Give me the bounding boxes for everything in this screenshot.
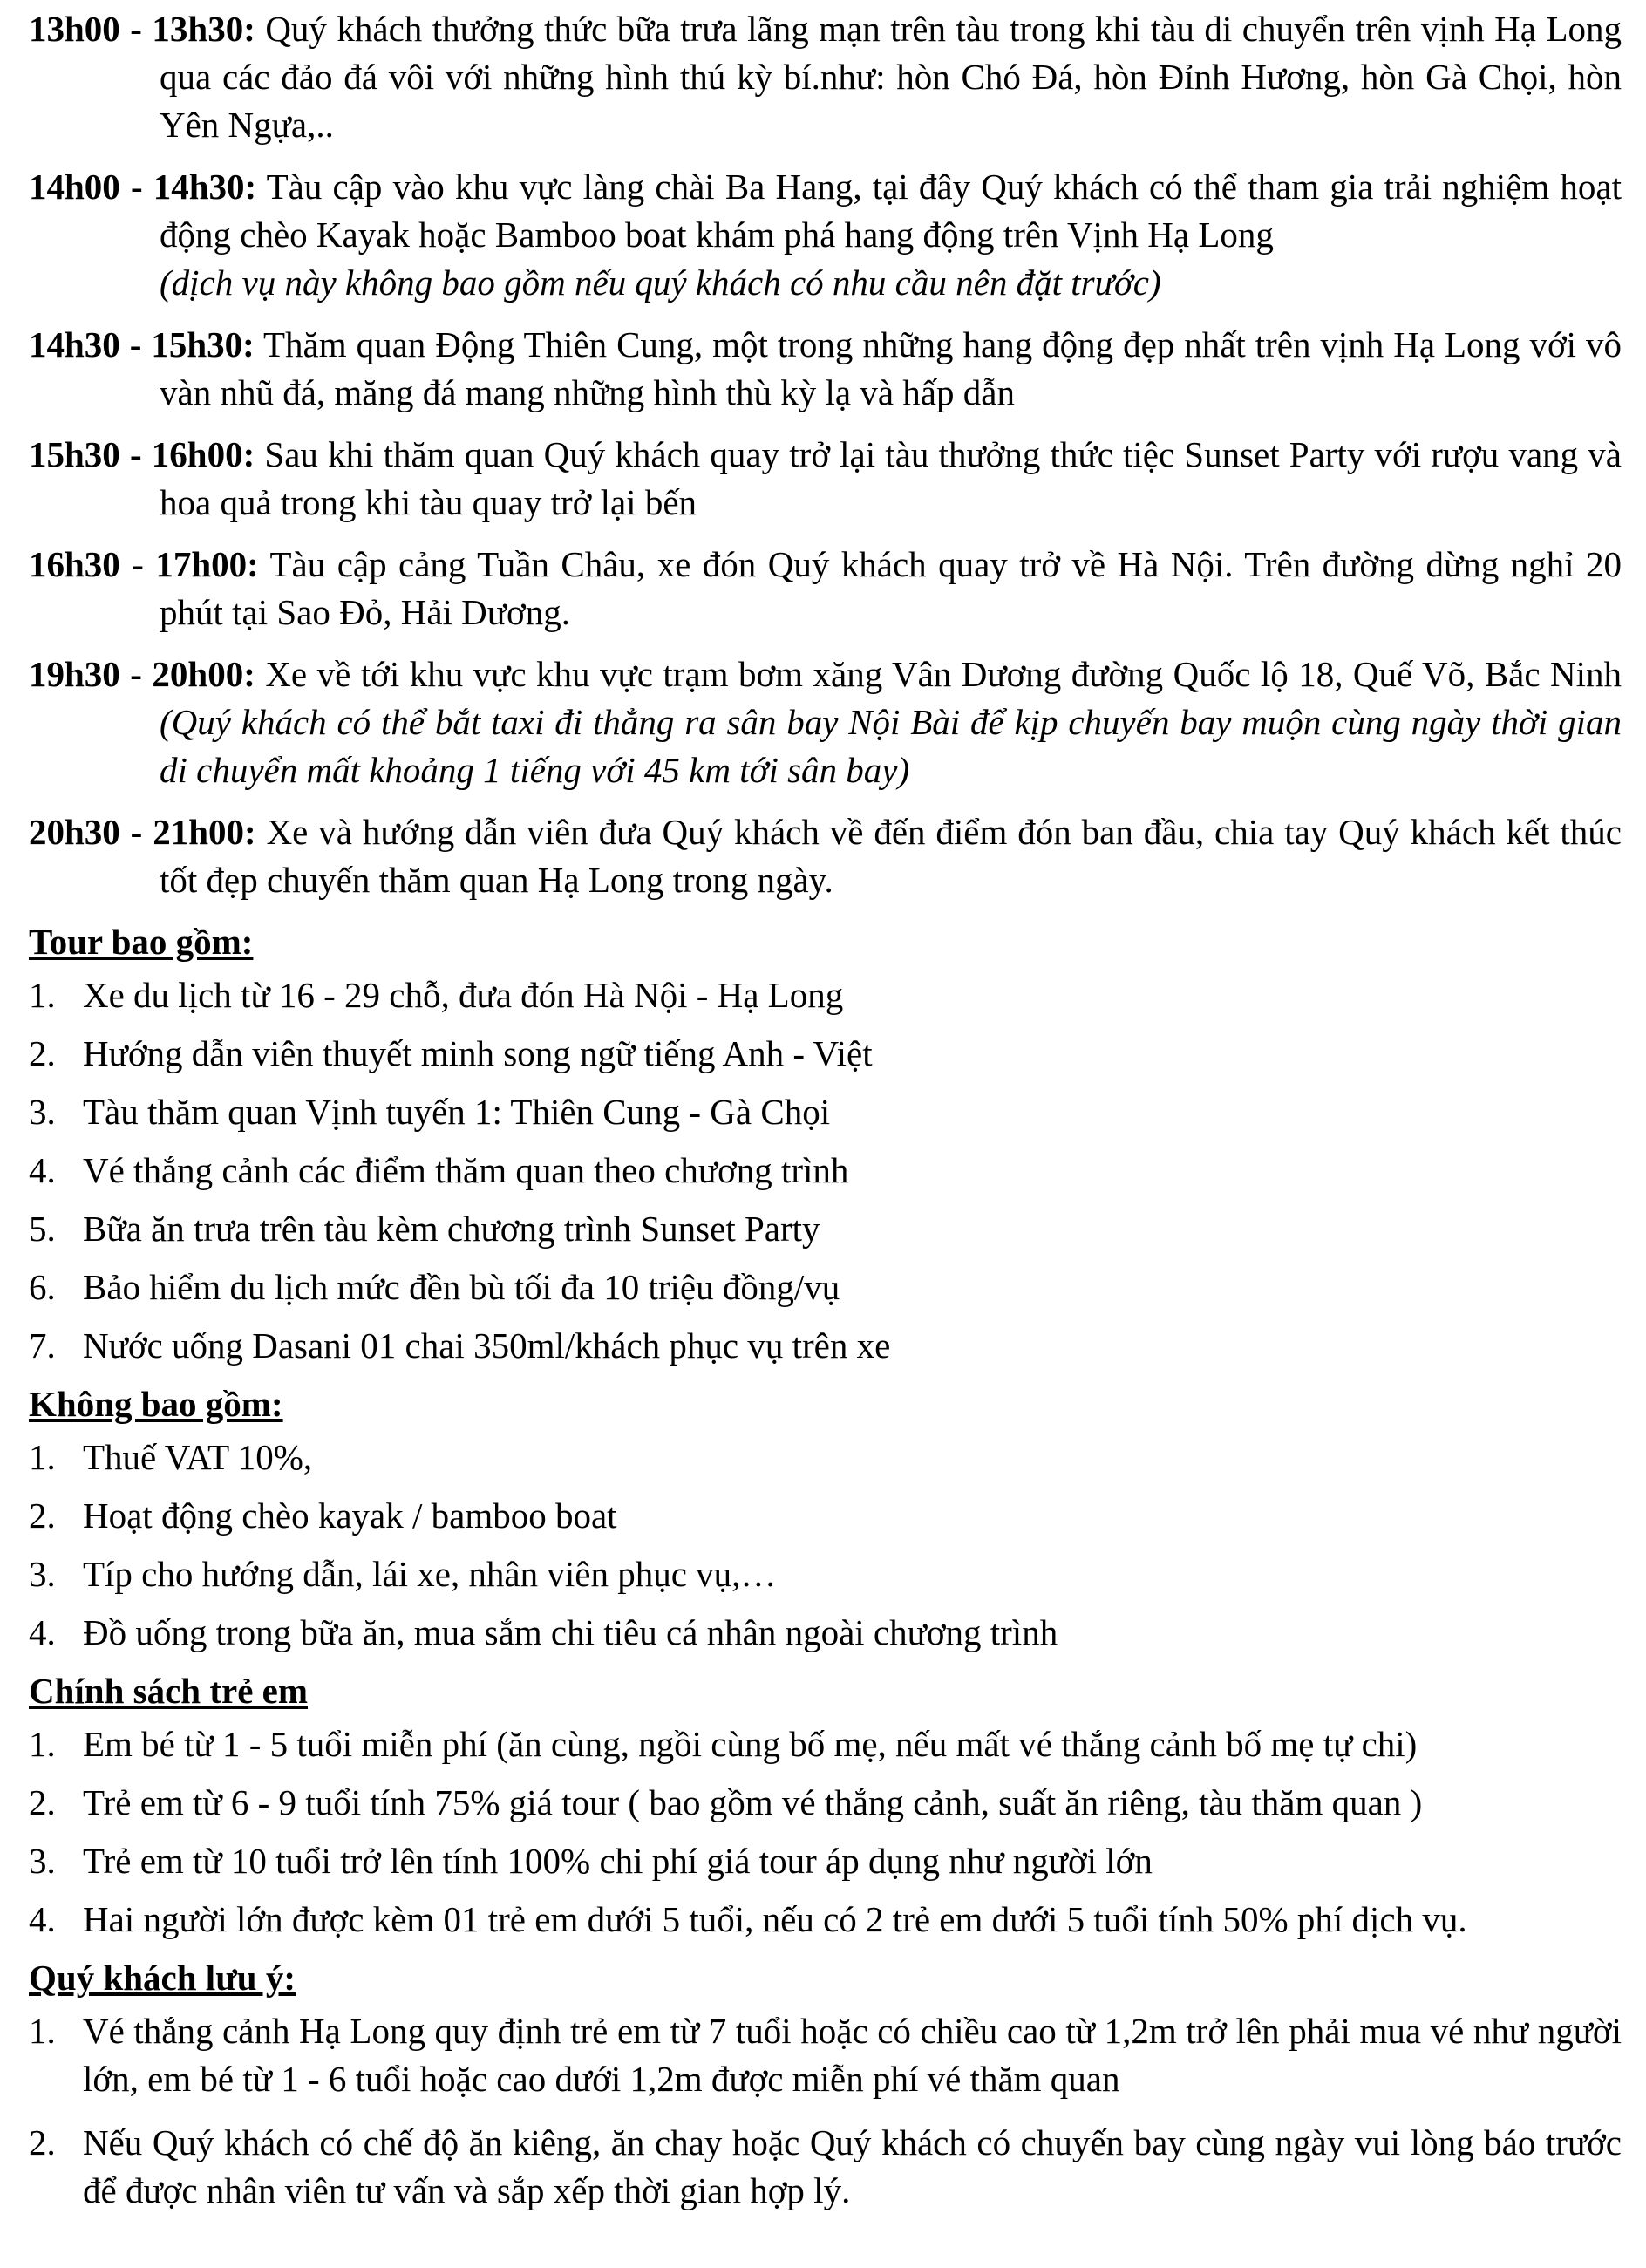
included-section-title: Tour bao gồm: <box>29 922 254 962</box>
children-policy-title: Chính sách trẻ em <box>29 1671 309 1711</box>
schedule-entry <box>29 541 1622 637</box>
list-item <box>29 2007 1622 2103</box>
list-number: 1. <box>29 2011 56 2051</box>
list-item-text: Nếu Quý khách có chế độ ăn kiêng, ăn chay hoặc Quý khách có chuyến bay cùng ngày vui lòng báo trước để được nhân viên tư vấn và sắp xếp thời gian hợp lý. <box>83 2122 1622 2210</box>
schedule-text: Tàu cập vào khu vực làng chài Ba Hang, tại đây Quý khách có thể tham gia trải nghiệm hoạt động chèo Kayak hoặc Bamboo boat khám phá hang động trên Vịnh Hạ Long <box>160 167 1622 255</box>
schedule-time: 14h30 - 15h30: <box>29 324 255 364</box>
list-number: 4. <box>29 1899 56 1939</box>
list-item-text: Em bé từ 1 - 5 tuổi miễn phí (ăn cùng, ngồi cùng bố mẹ, nếu mất vé thắng cảnh bố mẹ tự chi) <box>83 1724 1418 1764</box>
list-item-text: Xe du lịch từ 16 - 29 chỗ, đưa đón Hà Nội - Hạ Long <box>83 975 844 1015</box>
list-number: 5. <box>29 1209 56 1249</box>
list-item-text: Nước uống Dasani 01 chai 350ml/khách phục vụ trên xe <box>83 1325 891 1366</box>
list-item <box>29 1609 1622 1657</box>
schedule-note: (dịch vụ này không bao gồm nếu quý khách có nhu cầu nên đặt trước) <box>160 262 1161 303</box>
schedule-time: 16h30 - 17h00: <box>29 544 259 584</box>
list-item-text: Thuế VAT 10%, <box>83 1437 313 1477</box>
list-item <box>29 1896 1622 1944</box>
list-item-text: Hoạt động chèo kayak / bamboo boat <box>83 1495 617 1536</box>
list-item <box>29 971 1622 1019</box>
excluded-section-title: Không bao gồm: <box>29 1384 283 1424</box>
list-number: 3. <box>29 1092 56 1132</box>
schedule-entry <box>29 808 1622 904</box>
schedule-time: 15h30 - 16h00: <box>29 434 255 474</box>
list-item-text: Hai người lớn được kèm 01 trẻ em dưới 5 tuổi, nếu có 2 trẻ em dưới 5 tuổi tính 50% phí dịch vụ. <box>83 1899 1467 1939</box>
list-item <box>29 1720 1622 1768</box>
schedule-entry <box>29 163 1622 307</box>
schedule-text: Tàu cập cảng Tuần Châu, xe đón Quý khách quay trở về Hà Nội. Trên đường dừng nghỉ 20 phút tại Sao Đỏ, Hải Dương. <box>160 544 1622 632</box>
list-item-text: Hướng dẫn viên thuyết minh song ngữ tiếng Anh - Việt <box>83 1033 873 1073</box>
list-item-text: Tàu thăm quan Vịnh tuyến 1: Thiên Cung - Gà Chọi <box>83 1092 831 1132</box>
notes-section-title: Quý khách lưu ý: <box>29 1958 296 1998</box>
included-list <box>29 971 1622 1370</box>
list-item-text: Vé thắng cảnh các điểm thăm quan theo chương trình <box>83 1150 849 1190</box>
list-number: 3. <box>29 1841 56 1881</box>
list-item <box>29 1492 1622 1540</box>
list-item-text: Bảo hiểm du lịch mức đền bù tối đa 10 triệu đồng/vụ <box>83 1267 840 1307</box>
list-item <box>29 1779 1622 1827</box>
schedule-time: 14h00 - 14h30: <box>29 167 257 207</box>
schedule-entry <box>29 650 1622 794</box>
list-item-text: Đồ uống trong bữa ăn, mua sắm chi tiêu cá nhân ngoài chương trình <box>83 1612 1058 1652</box>
list-item <box>29 1550 1622 1598</box>
list-item <box>29 1205 1622 1253</box>
list-number: 1. <box>29 1724 56 1764</box>
list-item <box>29 1837 1622 1885</box>
schedule-entry <box>29 5 1622 149</box>
schedule-note: (Quý khách có thể bắt taxi đi thẳng ra sân bay Nội Bài để kịp chuyến bay muộn cùng ngày thời gian di chuyển mất khoảng 1 tiếng với 45 km tới sân bay) <box>160 702 1622 790</box>
schedule-time: 13h00 - 13h30: <box>29 9 255 49</box>
list-number: 1. <box>29 975 56 1015</box>
list-item-text: Trẻ em từ 6 - 9 tuổi tính 75% giá tour ( bao gồm vé thắng cảnh, suất ăn riêng, tàu thăm quan ) <box>83 1782 1423 1822</box>
schedule-text: Xe và hướng dẫn viên đưa Quý khách về đến điểm đón ban đầu, chia tay Quý khách kết thúc tốt đẹp chuyến thăm quan Hạ Long trong ngày. <box>160 812 1622 900</box>
list-item <box>29 1263 1622 1311</box>
list-item <box>29 1147 1622 1195</box>
list-item <box>29 1322 1622 1370</box>
schedule-text: Sau khi thăm quan Quý khách quay trở lại tàu thưởng thức tiệc Sunset Party với rượu vang và hoa quả trong khi tàu quay trở lại bến <box>160 434 1622 522</box>
list-number: 4. <box>29 1612 56 1652</box>
list-item <box>29 2119 1622 2215</box>
schedule-text: Xe về tới khu vực khu vực trạm bơm xăng Vân Dương đường Quốc lộ 18, Quế Võ, Bắc Ninh <box>265 654 1622 694</box>
list-number: 6. <box>29 1267 56 1307</box>
list-item-text: Bữa ăn trưa trên tàu kèm chương trình Sunset Party <box>83 1209 820 1249</box>
list-number: 4. <box>29 1150 56 1190</box>
list-item <box>29 1088 1622 1136</box>
list-item-text: Típ cho hướng dẫn, lái xe, nhân viên phục vụ,… <box>83 1554 777 1594</box>
list-number: 1. <box>29 1437 56 1477</box>
list-item <box>29 1030 1622 1078</box>
list-number: 2. <box>29 1495 56 1536</box>
schedule-entry <box>29 321 1622 417</box>
notes-list <box>29 2007 1622 2215</box>
schedule-time: 20h30 - 21h00: <box>29 812 256 852</box>
excluded-list <box>29 1434 1622 1657</box>
list-number: 2. <box>29 1033 56 1073</box>
children-policy-list <box>29 1720 1622 1944</box>
list-item-text: Vé thắng cảnh Hạ Long quy định trẻ em từ 7 tuổi hoặc có chiều cao từ 1,2m trở lên phải mua vé như người lớn, em bé từ 1 - 6 tuổi hoặc cao dưới 1,2m được miễn phí vé thăm quan <box>83 2011 1622 2099</box>
schedule-text: Thăm quan Động Thiên Cung, một trong những hang động đẹp nhất trên vịnh Hạ Long với vô vàn nhũ đá, măng đá mang những hình thù kỳ lạ và hấp dẫn <box>160 324 1622 412</box>
list-item-text: Trẻ em từ 10 tuổi trở lên tính 100% chi phí giá tour áp dụng như người lớn <box>83 1841 1153 1881</box>
list-number: 2. <box>29 1782 56 1822</box>
list-item <box>29 1434 1622 1481</box>
list-number: 3. <box>29 1554 56 1594</box>
schedule-text: Quý khách thưởng thức bữa trưa lãng mạn trên tàu trong khi tàu di chuyển trên vịnh Hạ Long qua các đảo đá vôi với những hình thú kỳ bí.như: hòn Chó Đá, hòn Đỉnh Hương, hòn Gà Chọi, hòn Yên Ngựa,.. <box>160 9 1622 145</box>
schedule-entry <box>29 431 1622 527</box>
list-number: 2. <box>29 2122 56 2162</box>
schedule-time: 19h30 - 20h00: <box>29 654 255 694</box>
list-number: 7. <box>29 1325 56 1366</box>
